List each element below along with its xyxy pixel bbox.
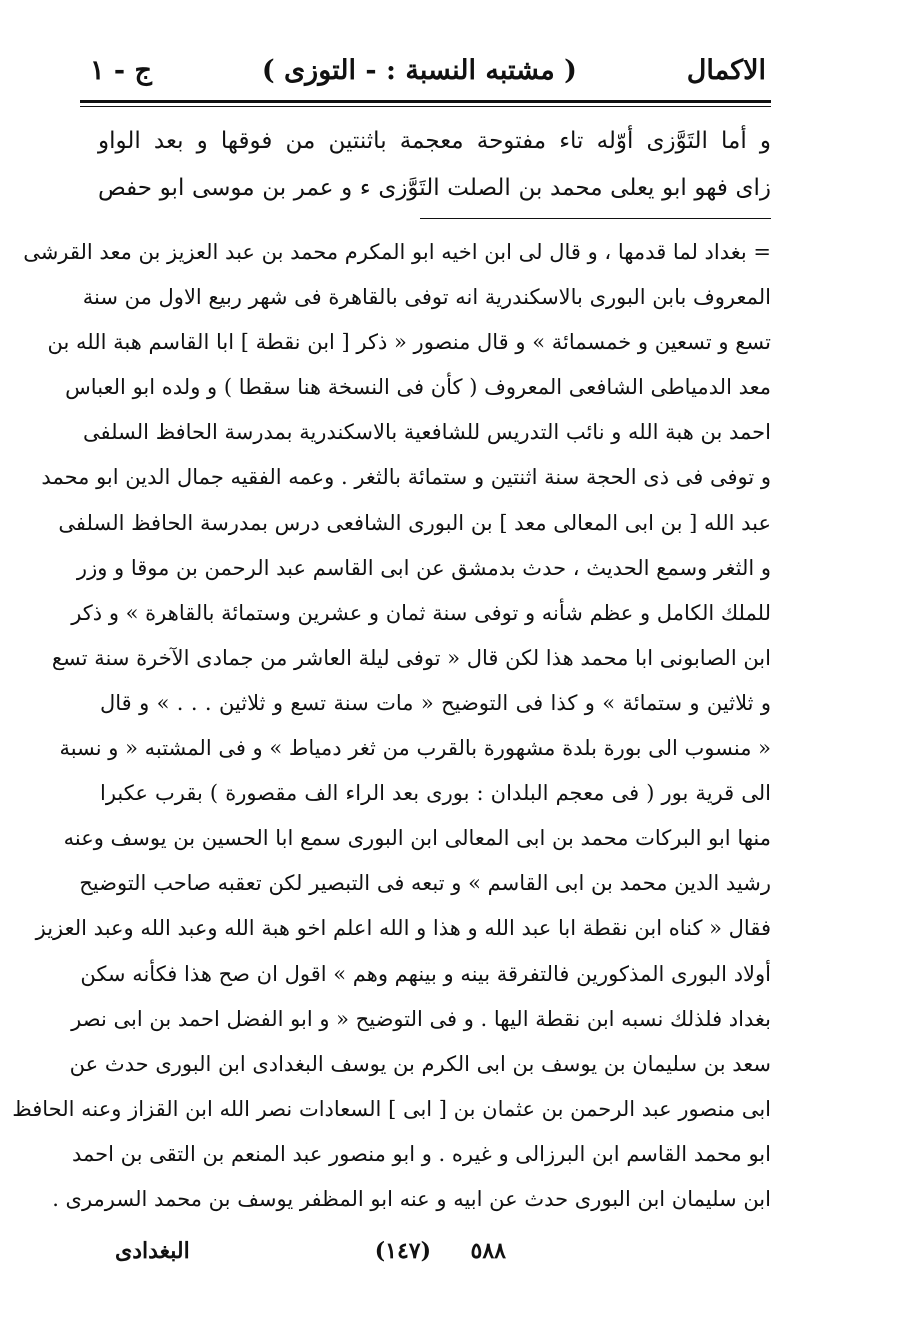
text-line: فقال « كناه ابن نقطة ابا عبد الله و هذا و الله اعلم اخو هبة الله وعبد الله وعبد العزيز: [35, 916, 771, 941]
text-line: و توفى فى ذى الحجة سنة اثنتين و ستمائة بالثغر . وعمه الفقيه جمال الدين ابو محمد: [41, 465, 771, 490]
section-divider: [420, 218, 771, 219]
entry-number: (١٤٧): [374, 1238, 431, 1264]
text-line: = بغداد لما قدمها ، و قال لى ابن اخيه ابو المكرم محمد بن عبد العزيز بن معد القرشى: [23, 240, 771, 264]
intro-paragraph: [98, 118, 771, 212]
text-line: سعد بن سليمان بن يوسف بن ابى الكرم بن يوسف البغدادى ابن البورى حدث عن: [69, 1051, 771, 1076]
text-line: رشيد الدين محمد بن ابى القاسم » و تبعه فى التبصير لكن تعقبه صاحب التوضيح: [79, 871, 771, 896]
text-line: منها ابو البركات محمد بن ابى المعالى ابن البورى سمع ابا الحسين بن يوسف وعنه: [63, 826, 771, 851]
text-line: و ثلاثين و ستمائة » و كذا فى التوضيح « مات سنة تسع و ثلاثين . . . » و قال: [100, 690, 771, 715]
text-line: ابو محمد القاسم ابن البرزالى و غيره . و ابو منصور عبد المنعم بن التقى بن احمد: [71, 1141, 771, 1166]
text-line: أولاد البورى المذكورين فالتفرقة بينه و بينهم وهم » اقول ان صح هذا فكأنه سكن: [80, 961, 771, 986]
text-line: الى قرية بور ( فى معجم البلدان : بورى بعد الراء الف مقصورة ) بقرب عكبرا: [100, 781, 771, 806]
text-line: عبد الله [ بن ابى المعالى معد ] بن البورى الشافعى درس بمدرسة الحافظ السلفى: [58, 510, 771, 535]
page-footer: [115, 1238, 771, 1278]
text-line: تسع و تسعين و خمسمائة » و قال منصور « ذكر [ ابن نقطة ] ابا القاسم هبة الله بن: [47, 330, 771, 355]
intro-line: زاى فهو ابو يعلى محمد بن الصلت التَوَّزى ء و عمر بن موسى ابو حفص: [98, 175, 771, 201]
text-line: ابن سليمان ابن البورى حدث عن ابيه و عنه ابو المظفر يوسف بن محمد السرمرى .: [52, 1186, 771, 1211]
catchword: البغدادى: [115, 1238, 190, 1264]
text-line: « منسوب الى بورة بلدة مشهورة بالقرب من ثغر دمياط » و فى المشتبه « و نسبة: [59, 736, 771, 761]
text-line: بغداد فلذلك نسبه ابن نقطة اليها . و فى التوضيح « و ابو الفضل احمد بن ابى نصر: [71, 1006, 771, 1031]
page-header: [90, 48, 766, 92]
text-line: احمد بن هبة الله و نائب التدريس للشافعية بالاسكندرية بمدرسة الحافظ السلفى: [82, 420, 771, 445]
header-rule-thin: [80, 106, 771, 107]
text-line: المعروف بابن البورى بالاسكندرية انه توفى بالقاهرة فى شهر ربيع الاول من سنة: [82, 285, 771, 310]
page-number: ٥٨٨: [470, 1238, 506, 1264]
footnote-text: [12, 230, 771, 1222]
text-line: للملك الكامل و عظم شأنه و توفى سنة ثمان و عشرين وستمائة بالقاهرة » و ذكر: [71, 600, 771, 625]
header-rule-thick: [80, 100, 771, 103]
text-line: معد الدمياطى الشافعى المعروف ( كأن فى النسخة هنا سقطا ) و ولده ابو العباس: [65, 375, 771, 400]
entry-title: ( مشتبه النسبة : - التوزى ): [261, 54, 577, 86]
book-title: الاكمال: [686, 54, 766, 86]
text-line: ابن الصابونى ابا محمد هذا لكن قال « توفى ليلة العاشر من جمادى الآخرة سنة تسع: [51, 645, 771, 670]
text-line: ابى منصور عبد الرحمن بن عثمان بن [ ابى ] السعادات نصر الله ابن القزاز وعنه الحافظ: [12, 1096, 771, 1121]
volume-label: ج - ١: [90, 54, 152, 86]
intro-line: و أما التَوَّزى أوّله تاء مفتوحة معجمة باثنتين من فوقها و بعد الواو: [98, 128, 771, 154]
text-line: و الثغر وسمع الحديث ، حدث بدمشق عن ابى القاسم عبد الرحمن بن موقا و وزر: [76, 555, 771, 580]
